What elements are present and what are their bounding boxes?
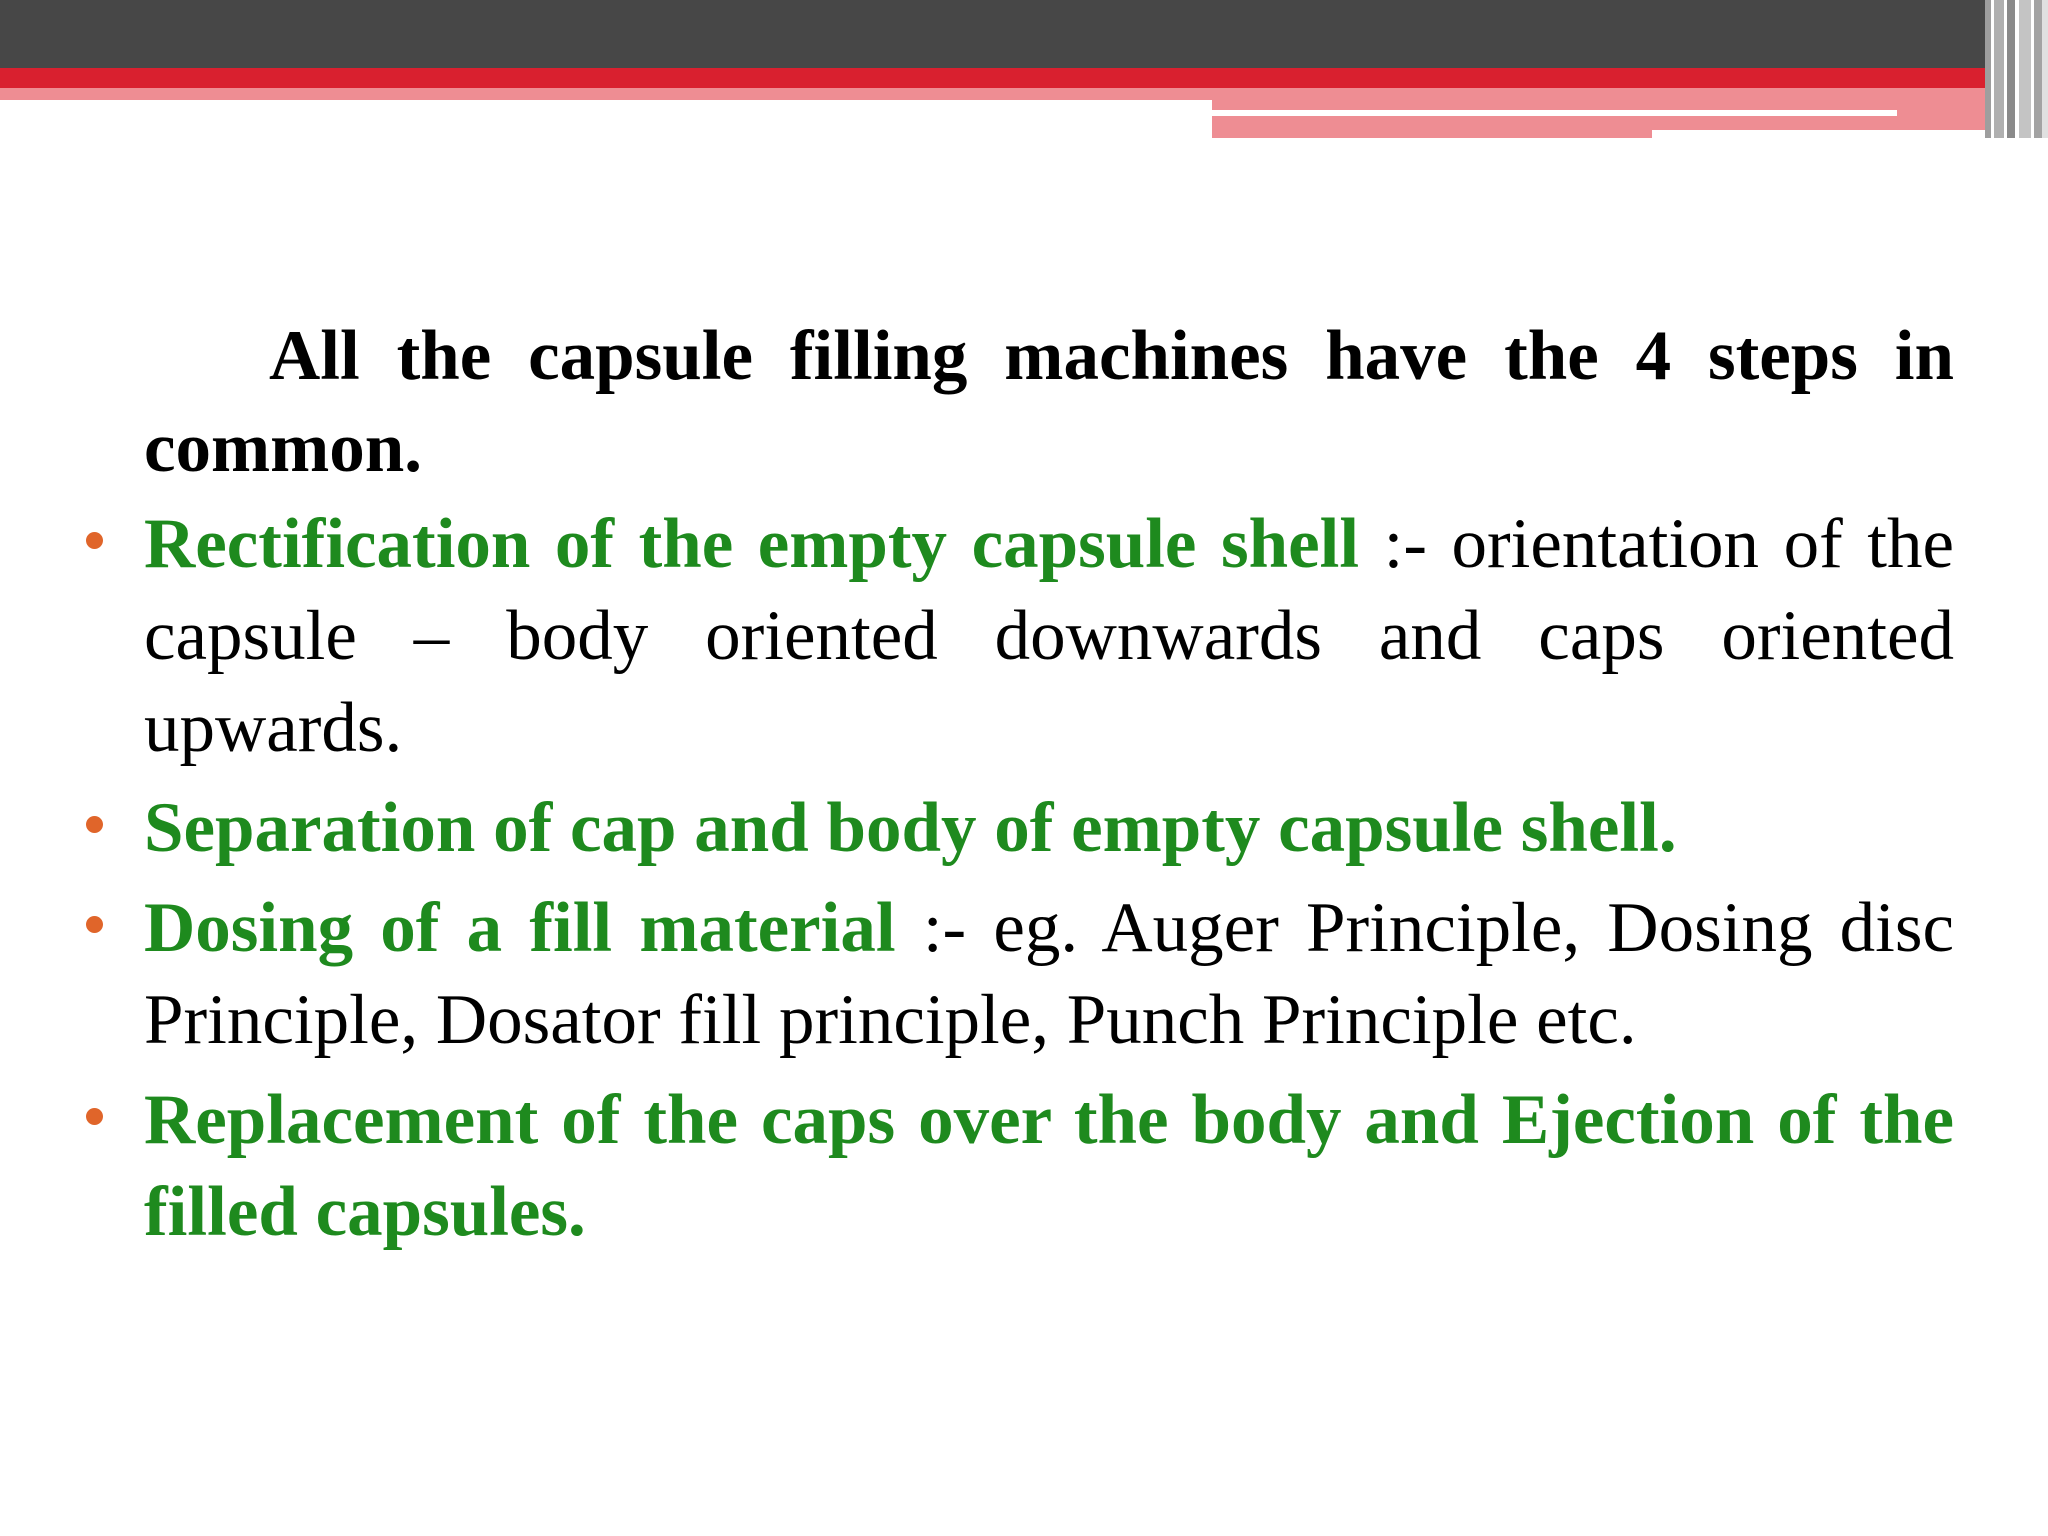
list-item bbox=[80, 782, 1954, 874]
list-item bbox=[80, 882, 1954, 1066]
step-title: Dosing of a fill material bbox=[144, 889, 896, 967]
bullet-dot-icon bbox=[86, 532, 103, 549]
slide-content bbox=[80, 310, 1956, 1266]
header-stripes bbox=[1985, 0, 2048, 138]
step-detail: :- orientation of the capsule – body oriented downwards and caps oriented upwards. bbox=[144, 505, 1954, 767]
bullet-dot-icon bbox=[86, 916, 103, 933]
header-white-cut bbox=[1652, 130, 1990, 140]
steps-list bbox=[80, 498, 1956, 1258]
header-red-bar bbox=[0, 68, 1990, 88]
bullet-dot-icon bbox=[86, 1108, 103, 1125]
list-item bbox=[80, 1074, 1954, 1258]
header-dark-bar bbox=[0, 0, 2048, 68]
step-detail: :- eg. Auger Principle, Dosing disc Principle, Dosator fill principle, Punch Principle etc. bbox=[144, 889, 1954, 1059]
list-item bbox=[80, 498, 1954, 774]
step-title: Separation of cap and body of empty capsule shell. bbox=[144, 789, 1677, 867]
step-title: Replacement of the caps over the body and Ejection of the filled capsules. bbox=[144, 1081, 1954, 1251]
step-title: Rectification of the empty capsule shell bbox=[144, 505, 1360, 583]
header-white-line bbox=[1212, 110, 1897, 116]
intro-text: All the capsule filling machines have the 4 steps in common. bbox=[144, 317, 1954, 487]
header-pink-bar bbox=[0, 88, 1212, 100]
bullet-dot-icon bbox=[86, 816, 103, 833]
